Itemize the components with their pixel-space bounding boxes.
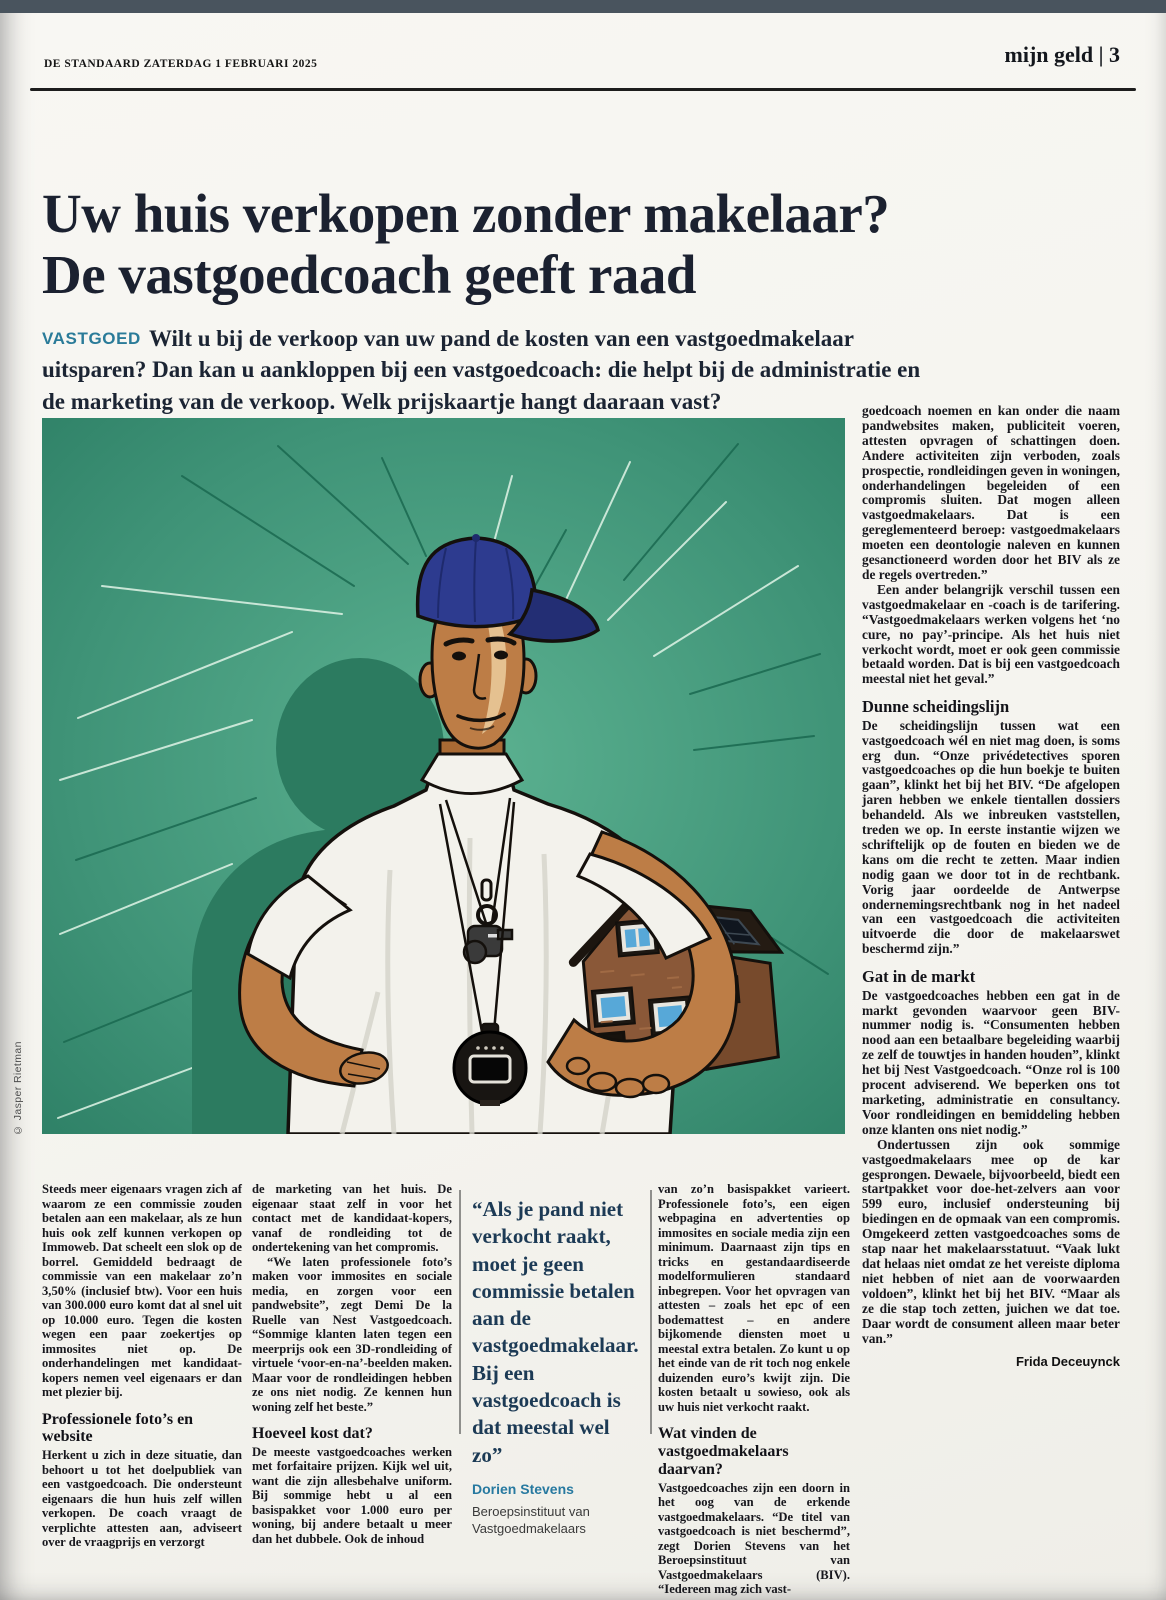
body-paragraph: goedcoach noemen en kan onder die naam pandwebsites maken, publiciteit voeren, attesten opvragen of schattingen doen. Andere activiteiten zijn verboden, zoals prospectie, rondleidingen geven in woningen, onderhandelingen begeleiden of een compromis sluiten. Dat mogen alleen vastgoedmakelaars. Dat is een gereglementeerd beroep: vastgoedmakelaars moeten een deontologie naleven en kunnen gesanctioneerd worden door het BIV als ze de regels overtreden.” [862,403,1120,582]
body-paragraph: Ondertussen zijn ook sommige vastgoedmakelaars mee op de kar gesprongen. Dewaele, bijvoorbeeld, biedt een startpakket voor doe-het-zelvers aan voor 599 euro, inclusief ondersteuning bij biedingen en de opmaak van een compromis. Omgekeerd zetten vastgoedcoaches soms de stap naar het makelaarsstatuut. “Vaak lukt dat helaas niet omdat ze het vereiste diploma niet hebben of niet aan de voorwaarden voldoen”, klinkt het bij het BIV. “Maar als ze die stap toch zetten, juichen we dat toe. Daar wordt de consument alleen maar beter van.” [862,1136,1120,1346]
pull-quote-role: Beroepsinstituut van Vastgoedmakelaars [472,1503,590,1536]
body-paragraph: Een ander belangrijk verschil tussen een vastgoedmakelaar en -coach is de tarifering. “Vastgoedmakelaars werken volgens het ‘no cure, no pay’-principe. Als het huis niet verkocht wordt, moet er ook geen commissie betaald worden. Dat is bij een vastgoedcoach meestal niet het geval.” [862,581,1120,687]
body-paragraph: Herkent u zich in deze situatie, dan behoort u tot het doelpubliek van een vastgoedcoach. Die ondersteunt eigenaars die hun huis zelf willen verkopen. De coach vraagt de verplichte attesten aan, adviseert over de vraagprijs en verzorgt [42,1448,242,1550]
headline-line-1: Uw huis verkopen zonder makelaar? [42,182,890,244]
author-byline: Frida Deceuynck [1015,1354,1120,1370]
article-column-right [862,404,1120,1370]
column-divider [650,1190,652,1434]
body-paragraph: Vastgoedcoaches zijn een doorn in het oog van de erkende vastgoedmakelaars. “De titel van vastgoedcoach is niet beschermd”, zegt Dorien Stevens van het Beroepsinstituut van Vastgoedmakelaars (BIV). “Iedereen mag zich vast- [658,1480,850,1597]
body-paragraph: De meeste vastgoedcoaches werken met forfaitaire prijzen. Kijk wel uit, want die zijn allesbehalve uniform. Bij sommige hebt u al een basispakket voor 1.000 euro per woning, bij andere betaalt u meer dan het dubbele. Ook de inhoud [252,1444,452,1546]
subhead-gat-in-de-markt: Gat in de markt [862,967,976,987]
article-column-1 [42,1182,242,1550]
body-paragraph: van zo’n basispakket varieert. Professionele foto’s, een eigen webpagina en advertenties op immosites en sociale media zijn een minimum. Daarnaast zijn tips en tricks en gestandaardiseerde modelformulieren standaard inbegrepen. Voor het opvragen van attesten – zoals het epc of een bodemattest – en andere bijkomende diensten moet u meestal extra betalen. Zo kunt u op het einde van de rit toch nog enkele duizenden euro’s kwijt zijn. Die kosten betaalt u sowieso, ook als uw huis niet verkocht raakt. [658,1182,850,1414]
article-column-2 [252,1182,452,1546]
body-paragraph: de marketing van het huis. De eigenaar staat zelf in voor het contact met de kandidaat-kopers, vanaf de rondleiding tot de ondertekening van het compromis. [252,1182,452,1254]
article-lead [42,323,948,417]
illustration-credit: © Jasper Rietman [12,1041,24,1136]
body-paragraph: De vastgoedcoaches hebben een gat in de markt gevonden waarvoor geen BIV-nummer nodig is. “Consumenten hebben nood aan een betaalbare begeleiding waarbij ze zelf de touwtjes in handen houden”, klinkt het bij Nest Vastgoedcoach. “Onze rol is 100 procent adviserend. We beperken ons tot marketing, administratie en consultancy. Voor rondleidingen en bemiddeling hebben onze klanten ons niet nodig.” [862,987,1120,1137]
coach-illustration-svg [42,418,845,1134]
pull-quote-text: “Als je pand niet verkocht raakt, moet je geen commissie betalen aan de vastgoedmakelaar. Bij een vastgoedcoach is dat meestal wel zo” [472,1197,639,1467]
right-eye [494,651,508,660]
pull-quote [472,1196,642,1538]
shirt-collar [422,754,522,794]
headline-line-2: De vastgoedcoach geeft raad [42,244,696,306]
pull-quote-author: Dorien Stevens [472,1480,574,1497]
left-eye [452,652,466,661]
article-column-4 [658,1182,850,1597]
body-paragraph: Steeds meer eigenaars vragen zich af waarom ze een commissie zouden betalen aan een makelaar, als ze hun huis ook zelf kunnen verkopen op Immoweb. Dat scheelt een slok op de borrel. Gemiddeld bedraagt de commissie van een makelaar zo’n 3,50% (inclusief btw). Voor een huis van 300.000 euro komt dat al snel uit op 10.000 euro. Tegen die kosten wegen een paar zoekertjes op immosites niet op. De onderhandelingen met kandidaat-kopers nemen veel eigenaars er dan met plezier bij. [42,1182,242,1399]
subhead-hoeveel-kost-dat: Hoeveel kost dat? [252,1425,373,1442]
section-page-label: mijn geld | 3 [1004,42,1120,67]
body-paragraph: De scheidingslijn tussen wat een vastgoedcoach wél en niet mag doen, is soms erg dun. “Onze privédetectives sporen vastgoedcoaches op die hun boekje te buiten gaan”, klinkt het bij het BIV. “De afgelopen jaren hebben we enkele tientallen dossiers behandeld. Als we inbreuken vaststellen, treden we op. In eerste instantie wijzen we schriftelijk op de fouten en bieden we de kans om die recht te zetten. Maar indien nodig gaan we door tot in de rechtbank. Vorig jaar oordeelde de Antwerpse ondernemingsrechtbank nog in het nadeel van een vastgoedcoach die activiteiten uitvoerde die door de makelaarswet beschermd zijn.” [862,717,1120,957]
subhead-wat-vinden-makelaars: Wat vinden de vastgoedmakelaars daarvan? [658,1425,789,1478]
page-edge-band [0,0,1166,13]
body-paragraph: “We laten professionele foto’s maken voor immosites en sociale media, en zorgen voor een pandwebsite”, zegt Demi De la Ruelle van Nest Vastgoedcoach. “Sommige klanten laten tegen een meerprijs ook een 3D-rondleiding of virtuele ‘voor-en-na’-beelden maken. Maar voor de rondleidingen hebben ze ons niet nodig. Ze kennen hun woning zelf het beste.” [252,1254,452,1414]
editorial-illustration [42,418,845,1134]
header-rule [30,88,1136,91]
section-kicker: VASTGOED [42,329,141,348]
article-headline [42,183,1126,306]
masthead-date: DE STANDAARD ZATERDAG 1 FEBRUARI 2025 [44,58,318,70]
column-divider [459,1190,461,1434]
subhead-dunne-scheidingslijn: Dunne scheidingslijn [862,697,1010,717]
lead-text: Wilt u bij de verkoop van uw pand de kosten van een vastgoedmakelaar uitsparen? Dan kan u aankloppen bij een vastgoedcoach: die helpt bij de administratie en de marketing van de verkoop. Welk prijskaartje hangt daaraan vast? [42,326,921,414]
subhead-professionele-fotos: Professionele foto’s en website [42,1410,194,1446]
